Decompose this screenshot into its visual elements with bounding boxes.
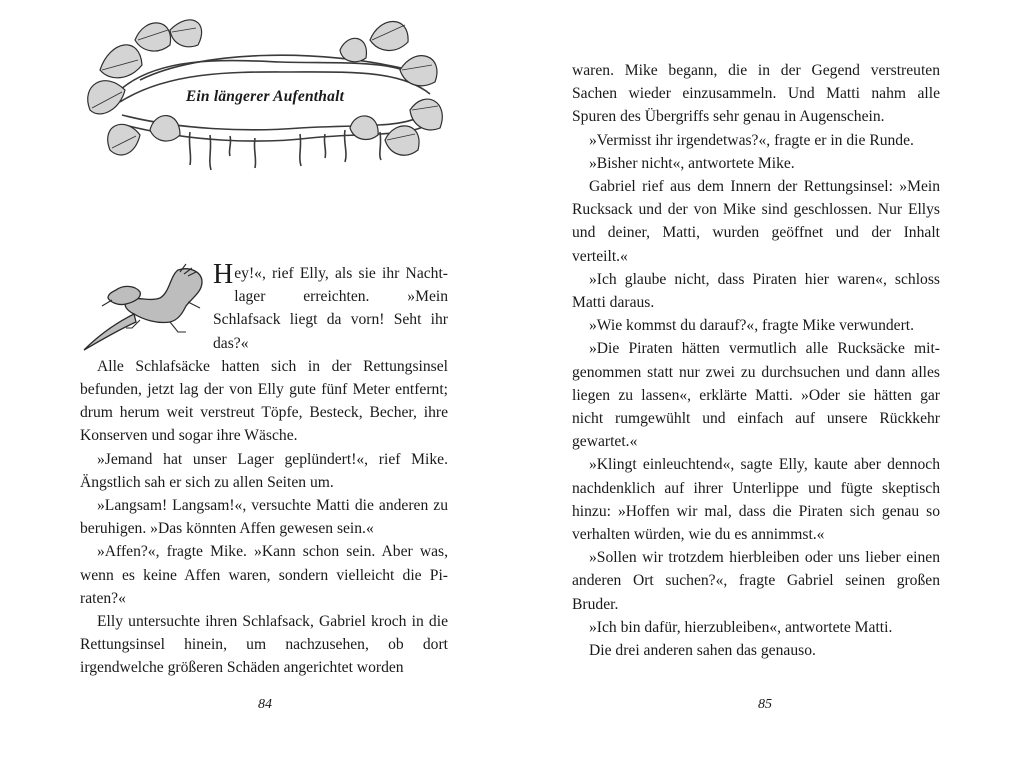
paragraph: »Langsam! Langsam!«, versuchte Matti die anderen zu beruhigen. »Das könnten Affen gewesen sein.«: [80, 497, 448, 538]
drop-cap: H: [213, 259, 234, 290]
paragraph: »Klingt einleuchtend«, sagte Elly, kaute aber dennoch nachdenklich auf ihrer Unterlippe und fügte skeptisch hinzu: »Hoffen wir mal, dass die Piraten sich genau so verhalten würden, wie du es annimmst.«: [572, 456, 940, 544]
paragraph: Alle Schlafsäcke hatten sich in der Rettungsinsel befunden, jetzt lag der von Elly gute fünf Meter entfernt; drum herum weit verstreut Töpfe, Besteck, Becher, ihre Konserven und sogar ihre Wäsche.: [80, 357, 448, 445]
paragraph: »Affen?«, fragte Mike. »Kann schon sein. Aber was, wenn es keine Affen waren, sondern vielleicht die Piraten?«: [80, 543, 448, 607]
right-page: [510, 0, 1020, 781]
paragraph: »Bisher nicht«, antwortete Mike.: [589, 154, 795, 172]
left-page-text: [80, 259, 448, 680]
paragraph: »Ich bin dafür, hierzubleiben«, antwortete Matti.: [589, 618, 893, 636]
paragraph: »Ich glaube nicht, dass Piraten hier waren«, schloss Matti daraus.: [572, 270, 940, 312]
paragraph: waren. Mike begann, die in der Gegend verstreuten Sachen wieder einzusammeln. Und Matti nahm alle Spuren des Übergriffs sehr genau in Augenschein.: [572, 62, 940, 126]
paragraph: »Vermisst ihr irgendetwas?«, fragte er in die Runde.: [589, 131, 914, 149]
paragraph: Die drei anderen sahen das genauso.: [589, 642, 816, 660]
paragraph: Elly untersuchte ihren Schlafsack, Gabriel kroch in die Rettungsinsel hinein, um nachzusehen, ob dort irgendwelche größeren Schäden angerichtet worden: [80, 613, 448, 677]
lizard-vignette: [78, 262, 210, 354]
paragraph: »Wie kommst du darauf?«, fragte Mike verwundert.: [589, 317, 915, 335]
chapter-title: Ein längerer Aufenthalt: [185, 88, 345, 105]
page-number: 85: [758, 697, 772, 712]
page-number: 84: [258, 697, 272, 712]
paragraph: »Sollen wir trotzdem hierbleiben oder uns lieber einen anderen Ort suchen?«, fragte Gabriel seinen großen Bruder.: [572, 549, 940, 613]
lizard-icon: [78, 262, 210, 354]
paragraph: Gabriel rief aus dem Innern der Rettungsinsel: »Mein Rucksack und der von Mike sind geschlossen. Nur Ellys und deiner, Matti, wurden geöffnet und der Inhalt verteilt.«: [572, 178, 940, 265]
paragraph: »Jemand hat unser Lager geplündert!«, rief Mike. Ängstlich sah er sich zu allen Seiten um.: [80, 450, 448, 491]
paragraph: »Die Piraten hätten vermutlich alle Rucksäcke mitgenommen statt nur zwei zu durchsuchen und dann alles liegen zu lassen«, erklärte Matti. »Oder sie hätten gar nicht rumgewühlt und einfach auf unsere Rückkehr gewartet.«: [572, 340, 940, 451]
right-page-text: [572, 59, 940, 662]
chapter-header: [80, 10, 450, 180]
paragraph: Hey!«, rief Elly, als sie ihr Nachtlager erreichten. »Mein Schlafsack liegt da vorn! Seht ihr das?«: [213, 259, 448, 352]
